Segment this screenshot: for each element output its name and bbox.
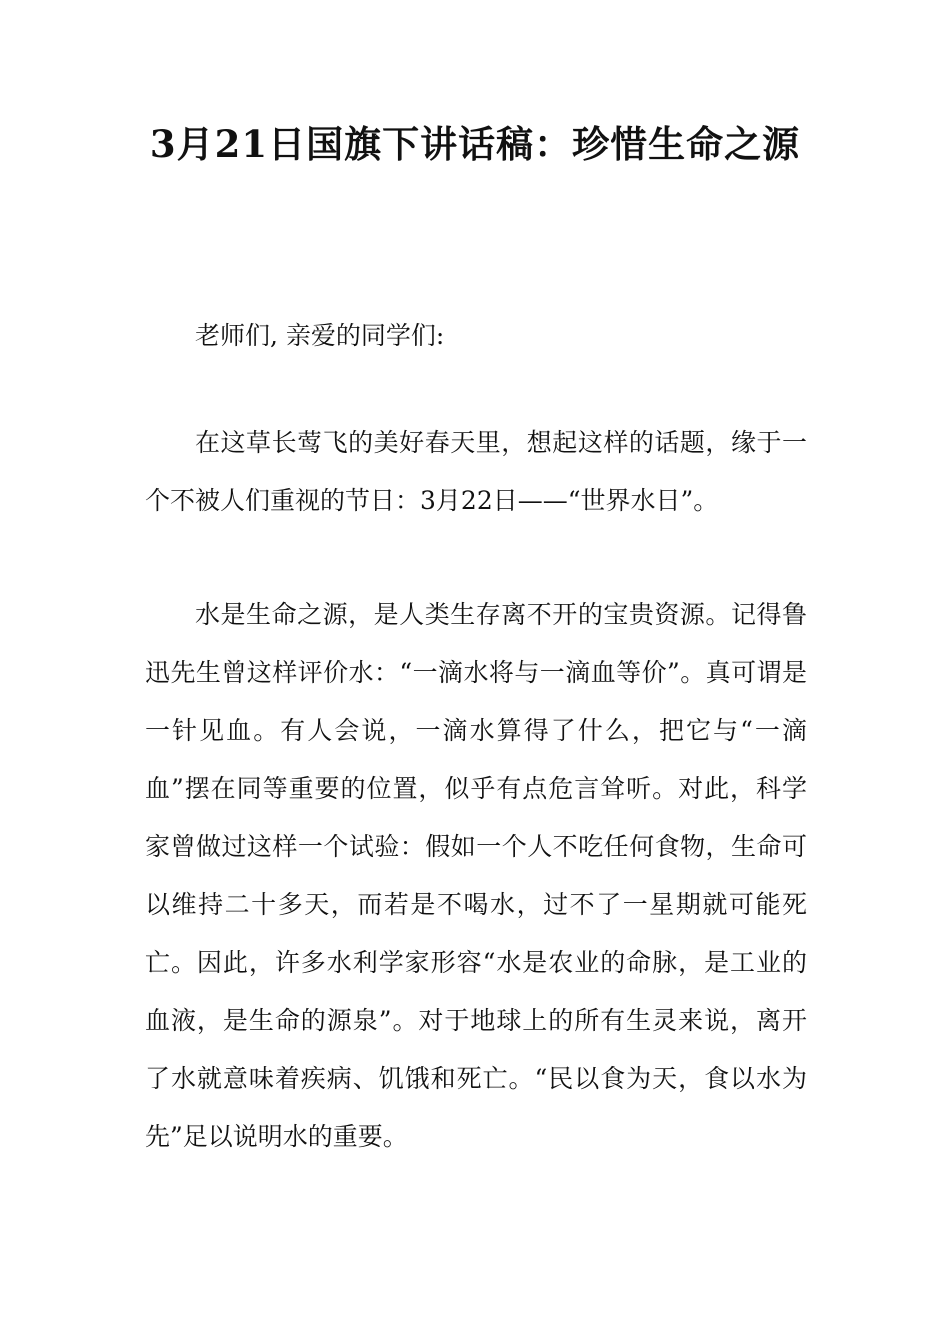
greeting-line: 老师们, 亲爱的同学们: [195, 321, 445, 350]
document-title: 3月21日国旗下讲话稿：珍惜生命之源 [149, 122, 801, 166]
paragraph-world-water-day: 在这草长莺飞的美好春天里，想起这样的话题，缘于一个不被人们重视的节日：3月22日——“世界水日”。 [145, 428, 807, 515]
paragraph-source-of-life: 水是生命之源，是人类生存离不开的宝贵资源。记得鲁迅先生曾这样评价水：“一滴水将与一滴血等价”。真可谓是一针见血。有人会说，一滴水算得了什么，把它与“一滴血”摆在同等重要的位置，似乎有点危言耸听。对此，科学家曾做过这样一个试验：假如一个人不吃任何食物，生命可以维持二十多天，而若是不喝水，过不了一星期就可能死亡。因此，许多水利学家形容“水是农业的命脉，是工业的血液，是生命的源泉”。对于地球上的所有生灵来说，离开了水就意味着疾病、饥饿和死亡。“民以食为天，食以水为先”足以说明水的重要。 [145, 600, 807, 1151]
